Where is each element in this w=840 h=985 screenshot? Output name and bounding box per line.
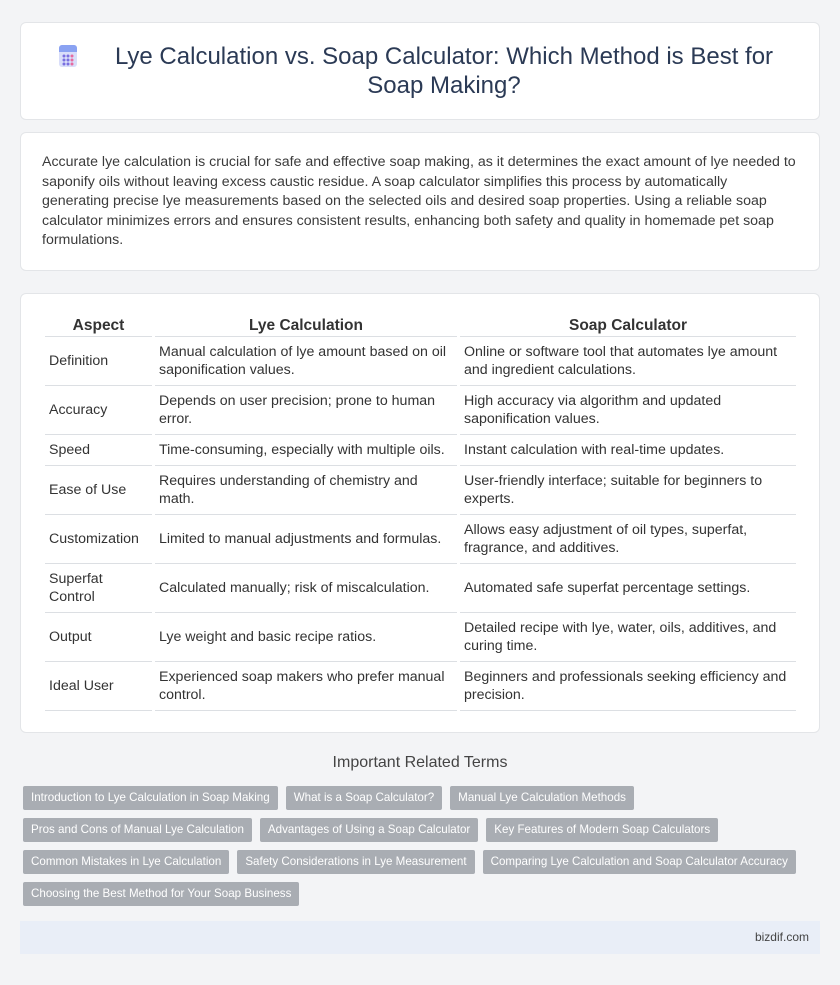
calc-cell: High accuracy via algorithm and updated saponification values. [460,386,796,435]
lye-cell: Time-consuming, especially with multiple oils. [155,435,457,466]
related-terms-heading: Important Related Terms [332,754,508,771]
related-term-tag[interactable]: Safety Considerations in Lye Measurement [237,850,474,874]
related-term-tag[interactable]: Introduction to Lye Calculation in Soap Making [23,786,278,810]
footer-bar [20,921,820,954]
calculator-icon [56,44,80,68]
lye-cell: Manual calculation of lye amount based on oil saponification values. [155,337,457,386]
table-row [45,435,796,466]
aspect-cell: Speed [45,435,152,466]
aspect-cell: Definition [45,337,152,386]
table-row [45,466,796,515]
table-row [45,386,796,435]
calc-cell: Allows easy adjustment of oil types, superfat, fragrance, and additives. [460,515,796,564]
related-term-tag[interactable]: Advantages of Using a Soap Calculator [260,818,478,842]
header-lye-calculation: Lye Calculation [155,315,457,337]
lye-cell: Requires understanding of chemistry and math. [155,466,457,515]
related-term-tag[interactable]: Key Features of Modern Soap Calculators [486,818,718,842]
table-row [45,515,796,564]
related-term-tag[interactable]: Choosing the Best Method for Your Soap Business [23,882,299,906]
calc-cell: User-friendly interface; suitable for beginners to experts. [460,466,796,515]
related-term-tag[interactable]: Manual Lye Calculation Methods [450,786,634,810]
table-row [45,337,796,386]
comparison-table [42,315,799,711]
aspect-cell: Ideal User [45,662,152,711]
intro-card [20,132,820,271]
header-card [20,22,820,120]
table-row [45,662,796,711]
aspect-cell: Ease of Use [45,466,152,515]
aspect-cell: Superfat Control [45,564,152,613]
lye-cell: Lye weight and basic recipe ratios. [155,613,457,662]
aspect-cell: Customization [45,515,152,564]
comparison-card [20,293,820,733]
header-aspect: Aspect [45,315,152,337]
related-term-tag[interactable]: Comparing Lye Calculation and Soap Calculator Accuracy [483,850,796,874]
calc-cell: Automated safe superfat percentage settings. [460,564,796,613]
calc-cell: Online or software tool that automates lye amount and ingredient calculations. [460,337,796,386]
table-row [45,564,796,613]
header-soap-calculator: Soap Calculator [460,315,796,337]
aspect-cell: Output [45,613,152,662]
calc-cell: Beginners and professionals seeking efficiency and precision. [460,662,796,711]
calc-cell: Instant calculation with real-time updates. [460,435,796,466]
related-terms-list [23,786,823,914]
footer-site-link[interactable]: bizdif.com [754,930,809,944]
intro-paragraph: Accurate lye calculation is crucial for safe and effective soap making, as it determines the exact amount of lye needed to saponify oils without leaving excess caustic residue. A soap calculator simplifies this process by automatically generating precise lye measurements based on the selected oils and desired soap properties. Using a reliable soap calculator minimizes errors and ensures consistent results, enhancing both safety and quality in homemade pet soap formulations. [42,154,796,248]
lye-cell: Depends on user precision; prone to human error. [155,386,457,435]
lye-cell: Calculated manually; risk of miscalculation. [155,564,457,613]
table-row [45,613,796,662]
aspect-cell: Accuracy [45,386,152,435]
page-title: Lye Calculation vs. Soap Calculator: Which Method is Best for Soap Making? [114,43,774,99]
table-header-row [45,315,796,337]
related-term-tag[interactable]: What is a Soap Calculator? [286,786,442,810]
related-term-tag[interactable]: Pros and Cons of Manual Lye Calculation [23,818,252,842]
related-term-tag[interactable]: Common Mistakes in Lye Calculation [23,850,229,874]
lye-cell: Experienced soap makers who prefer manual control. [155,662,457,711]
calc-cell: Detailed recipe with lye, water, oils, additives, and curing time. [460,613,796,662]
lye-cell: Limited to manual adjustments and formulas. [155,515,457,564]
